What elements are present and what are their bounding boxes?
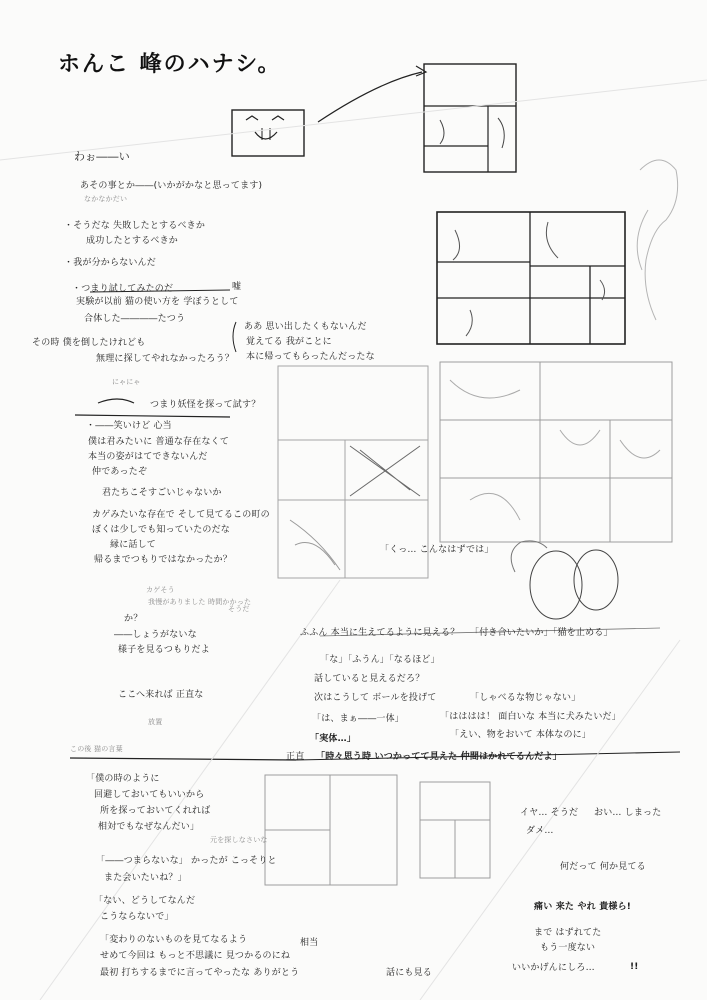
dialogue-line: 「ない、どうしてなんだ (94, 896, 196, 906)
dialogue-line: 覚えてる 我がことに (246, 337, 332, 347)
dialogue-line: !! (630, 962, 639, 972)
dialogue-line: おい… しまった (594, 808, 662, 818)
dialogue-line: その時 僕を倒したけれども (32, 338, 146, 348)
dialogue-line: 話していると見えるだろ？ (314, 674, 425, 684)
dialogue-line: 本に帰ってもらったんだったな (246, 352, 375, 362)
dialogue-line: ふふん 本当に生えてるように見える？ (300, 628, 460, 638)
dialogue-line: 成功したとするべきか (86, 236, 179, 246)
dialogue-line: 「えい、物をおいて 本体なのに」 (450, 730, 592, 740)
dialogue-line: 何だって 何か見てる (560, 862, 646, 872)
dialogue-line: 話にも見る (386, 968, 433, 978)
dialogue-line: 無理に探してやれなかったろう？ (96, 354, 235, 364)
dialogue-line: 相対でもなぜなんだい」 (98, 822, 200, 832)
dialogue-line: イヤ… そうだ (520, 808, 579, 818)
dialogue-line: こうならないで」 (100, 912, 174, 922)
dialogue-line: ・そうだな 失敗したとするべきか (64, 221, 206, 231)
dialogue-line: 君たちこそすごいじゃないか (102, 488, 222, 498)
note-line: 嘘 (232, 282, 242, 292)
dialogue-line: 実験が以前 猫の使い方を 学ぼうとして (76, 297, 239, 307)
dialogue-line: ああ 思い出したくもないんだ (244, 322, 367, 332)
thumbnail-top (424, 64, 516, 172)
dialogue-line: 回避しておいてもいいから (94, 790, 205, 800)
note-line: にゃにゃ (112, 378, 141, 386)
dialogue-line: まで はずれてた (534, 928, 602, 938)
dialogue-line: 所を探っておいてくれれば (100, 806, 211, 816)
dialogue-line: 「な」「ふうん」「なるほど」 (320, 655, 440, 665)
thumbnail-large (437, 212, 625, 344)
dialogue-line: ――しょうがないな (114, 630, 197, 640)
dialogue-line: 合体した――――たつう (84, 314, 186, 324)
dialogue-line: 最初 打ちするまでに言ってやったな ありがとう (100, 968, 300, 978)
dialogue-line: 「は、まぁ――一体」 (312, 714, 405, 724)
dialogue-line: 「変わりのないものを見てなるよう (100, 935, 248, 945)
dialogue-line: 様子を見るつもりだよ (118, 645, 210, 655)
note-line: 放置 (148, 718, 163, 726)
dialogue-line: つまり妖怪を探って試す？ (150, 400, 261, 410)
note-line: なかなかだい (84, 195, 128, 203)
dialogue-line: 帰るまでつもりではなかったか？ (94, 555, 233, 565)
dialogue-line: 「付き合いたいか」「猫を止める」 (470, 628, 613, 638)
dialogue-line: か？ (124, 614, 143, 624)
note-line: 元を探しなさいな (210, 836, 268, 844)
dialogue-line: ・――笑いけど 心当 (86, 421, 172, 431)
dialogue-line: 縁に話して (110, 540, 157, 550)
dialogue-line: 「時々思う時 いつかってて見えた 仲間はかれてるんだよ」 (316, 752, 562, 762)
dialogue-line: 「――つまらないな」 かったが こっそりと (96, 856, 277, 866)
dialogue-line: 「実体…」 (310, 734, 357, 744)
dialogue-line: ダメ… (526, 826, 554, 836)
note-line: 相当 (300, 938, 319, 948)
dialogue-line: あその事とか――(いかがかなと思ってます) (80, 181, 263, 191)
dialogue-line: ここへ来れば 正直な (118, 690, 204, 700)
dialogue-line: 本当の姿がはてできないんだ (88, 452, 208, 462)
speech-balloon (574, 550, 618, 610)
dialogue-line: もう一度ない (540, 943, 596, 953)
dialogue-line: また会いたいね？」 (104, 873, 187, 883)
dialogue-line: ぼくは少しでも知っていたのだな (92, 525, 231, 535)
page-title: ホんこ 峰のハナシ。 (58, 52, 282, 77)
dialogue-line: わぉ――い (74, 150, 130, 163)
note-line: そうだ (228, 605, 250, 613)
note-line: 正直 (286, 752, 305, 762)
note-line: この後 猫の言葉 (70, 745, 123, 753)
dialogue-line: 仲であったぞ (92, 467, 148, 477)
dialogue-line: せめて今回は もっと不思議に 見つかるのにね (100, 951, 291, 961)
rough-panel-right (440, 362, 672, 542)
dialogue-line: 「はははは！ 面白いな 本当に犬みたいだ」 (440, 712, 621, 722)
dialogue-line: 「僕の時のように (86, 774, 160, 784)
dialogue-line: 「くっ… こんなはずでは」 (380, 545, 494, 555)
dialogue-line: 僕は君みたいに 普通な存在なくて (88, 437, 230, 447)
dialogue-line: いいかげんにしろ… (512, 963, 595, 973)
note-line: 我慢がありました 時間かかった (148, 598, 252, 606)
dialogue-line: ・つまり試してみたのだ (72, 284, 174, 294)
dialogue-line: カゲみたいな存在で そして見てるこの町の (92, 510, 270, 520)
dialogue-line: 「しゃべるな物じゃない」 (470, 693, 581, 703)
note-line: カゲそう (146, 586, 175, 594)
dialogue-line: 痛い 来た やれ 貴様ら! (534, 902, 632, 912)
dialogue-line: ・我が分からないんだ (64, 258, 157, 268)
dialogue-line: 次はこうして ボールを投げて (314, 693, 437, 703)
